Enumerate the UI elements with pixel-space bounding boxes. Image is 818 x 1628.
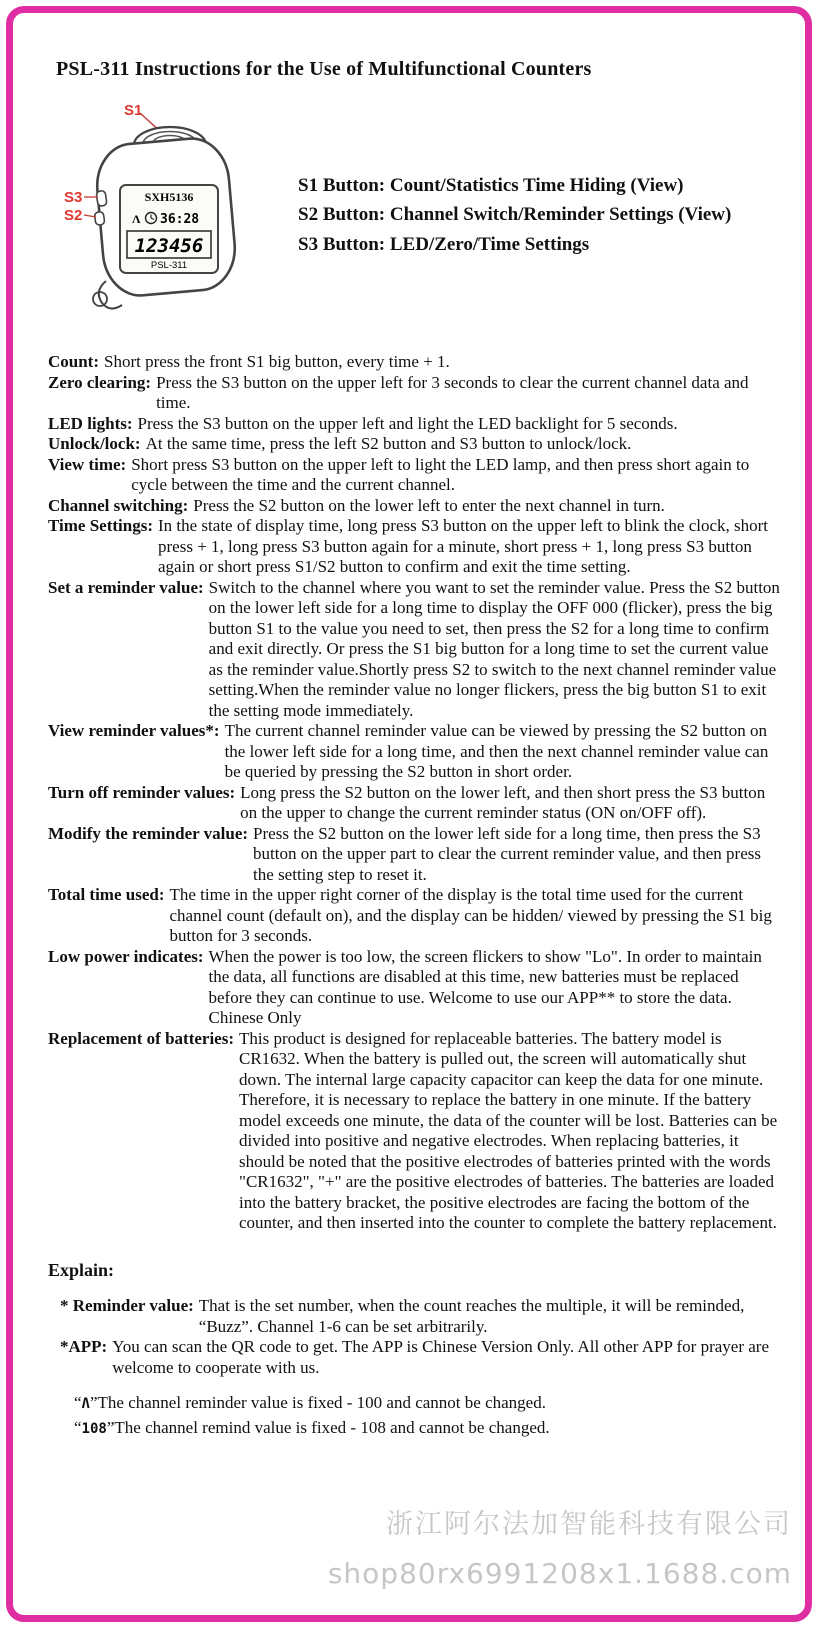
instruction-label: LED lights:: [48, 413, 133, 433]
instruction-time-settings: [48, 516, 782, 578]
instruction-text: Long press the S2 button on the lower left, and then short press the S3 button on the upper to change the current reminder status (ON on/OFF off).: [240, 782, 766, 822]
instruction-total-time-used: [48, 885, 782, 947]
instruction-label: View time:: [48, 454, 127, 474]
instruction-count: [48, 352, 782, 373]
instruction-modify-reminder: [48, 824, 782, 886]
explain-label: * Reminder value:: [60, 1296, 194, 1315]
instruction-text: At the same time, press the left S2 button and S3 button to unlock/lock.: [145, 434, 632, 453]
s1-description: [298, 171, 731, 200]
device-illustration: [48, 99, 280, 326]
s1-description-text: Count/Statistics Time Hiding (View): [385, 175, 684, 196]
instruction-led-lights: [48, 414, 782, 435]
s3-side-button: [96, 190, 107, 206]
seller-watermark: [328, 1502, 792, 1590]
segment-108-icon: 108: [81, 1421, 107, 1437]
explain-section: [48, 1260, 782, 1441]
instruction-label: Unlock/lock:: [48, 434, 141, 453]
instruction-view-time: [48, 455, 782, 496]
s3-label: S3: [64, 189, 83, 206]
brand-text: SXH5136: [144, 190, 194, 204]
note-channel-100: [74, 1392, 782, 1415]
s2-description-text: Channel Switch/Reminder Settings (View): [385, 204, 732, 226]
instruction-label: Replacement of batteries:: [48, 1028, 234, 1048]
instruction-set-reminder-value: [48, 578, 782, 722]
explain-label: *APP:: [60, 1337, 108, 1356]
instruction-label: Channel switching:: [48, 495, 189, 515]
watermark-company: 浙江阿尔法加智能科技有限公司: [386, 1509, 792, 1540]
instruction-text: Short press S3 button on the upper left to light the LED lamp, and then press short again to cycle between the time and the current channel.: [131, 454, 750, 494]
instruction-low-power: [48, 947, 782, 1029]
instruction-label: Total time used:: [48, 885, 165, 904]
instruction-text: Press the S2 button on the lower left to enter the next channel in turn.: [193, 495, 665, 515]
note-text: The channel remind value is fixed - 108 and cannot be changed.: [114, 1418, 550, 1437]
instruction-text: Short press the front S1 big button, every time + 1.: [104, 352, 450, 371]
watermark-shop-url: shop80rx6991208x1.1688.com: [327, 1557, 792, 1590]
total-time-text: 36:28: [160, 212, 200, 227]
note-channel-108: [74, 1417, 782, 1440]
figure-icon: Ʌ: [132, 212, 141, 226]
s2-label: S2: [64, 207, 83, 224]
s3-description-label: S3 Button:: [298, 233, 386, 255]
s3-description-text: LED/Zero/Time Settings: [385, 233, 590, 255]
instruction-turn-off-reminder: [48, 783, 782, 824]
count-digits: 123456: [134, 235, 204, 257]
note-text: The channel reminder value is fixed - 100 and cannot be changed.: [97, 1393, 546, 1412]
instruction-channel-switching: [48, 496, 782, 517]
instruction-replacement-batteries: [48, 1029, 782, 1234]
model-text: PSL-311: [150, 260, 188, 271]
s2-description-label: S2 Button:: [298, 204, 386, 226]
s1-description-label: S1 Button:: [298, 175, 386, 196]
instruction-text: The current channel reminder value can be viewed by pressing the S2 button on the lower left side for a long time, and then the next channel reminder value can be queried by pressing the S2 button in short order.: [224, 721, 769, 781]
quote-open: “: [74, 1418, 82, 1437]
explain-text: That is the set number, when the count reaches the multiple, it will be reminded, “Buzz”. Channel 1-6 can be set arbitrarily.: [198, 1296, 745, 1336]
instruction-text: Switch to the channel where you want to set the reminder value. Press the S2 button on the lower left side for a long time to display the OFF 000 (flicker), press the big button S1 to the value you need to set, then press the S2 for a long time to confirm and exit directly. Or press the S1 big button for a long time to set the current value as the reminder value.Shortly press S2 to switch to the next channel reminder value setting.When the reminder value no longer flickers, press the big button S1 to exit the setting mode immediately.: [208, 577, 780, 720]
instruction-text: Press the S2 button on the lower left side for a long time, then press the S3 button on the upper part to clear the current reminder value, and then press the setting step to reset it.: [253, 823, 761, 884]
s2-description: [298, 200, 731, 229]
instruction-view-reminder-values: [48, 721, 782, 783]
instructions-list: [48, 352, 782, 1234]
quote-close: ”: [106, 1418, 115, 1437]
instruction-label: Low power indicates:: [48, 946, 204, 966]
instruction-text: In the state of display time, long press S3 button on the upper left to blink the clock, short press + 1, long press S3 button again for a minute, short press + 1, long press S3 button again or short press S1/S2 button to confirm and exit the time setting.: [158, 516, 769, 576]
s1-label: S1: [124, 102, 143, 119]
channel-notes: [74, 1392, 782, 1440]
explain-text: You can scan the QR code to get. The APP is Chinese Version Only. All other APP for prayer are welcome to cooperate with us.: [112, 1337, 770, 1377]
prayer-figure-icon: Ʌ: [81, 1396, 90, 1412]
s3-description: [298, 230, 731, 259]
instruction-label: View reminder values*:: [48, 721, 220, 740]
instruction-label: Zero clearing:: [48, 372, 152, 392]
device-section: [48, 99, 782, 326]
instruction-label: Time Settings:: [48, 516, 153, 535]
instruction-text: This product is designed for replaceable batteries. The battery model is CR1632. When the battery is pulled out, the screen will automatically shut down. The internal large capacity capacitor can keep the data for one minute. Therefore, it is necessary to replace the battery in one minute. If the battery model exceeds one minute, the data of the counter will be lost. Batteries can be divided into positive and negative electrodes. When replacing batteries, it should be noted that the positive electrodes of batteries printed with the words "CR1632", "+" are the positive electrodes of batteries. The batteries are loaded into the battery bracket, the positive electrodes are facing the bottom of the counter, and then inserted into the counter to complete the battery replacement.: [239, 1028, 778, 1232]
instruction-unlock-lock: [48, 434, 782, 455]
explain-reminder-value: [60, 1296, 782, 1337]
quote-close: ”: [89, 1393, 98, 1412]
button-descriptions: [298, 171, 731, 326]
instruction-label: Turn off reminder values:: [48, 782, 236, 802]
page-title: PSL-311 Instructions for the Use of Multifunctional Counters: [56, 58, 592, 80]
instruction-text: The time in the upper right corner of the display is the total time used for the current channel count (default on), and the display can be hidden/ viewed by pressing the S1 big button for 3 seconds.: [169, 885, 772, 945]
instruction-text: Press the S3 button on the upper left for 3 seconds to clear the current channel data and time.: [156, 372, 749, 412]
instruction-label: Set a reminder value:: [48, 577, 204, 597]
instruction-text: Press the S3 button on the upper left and light the LED backlight for 5 seconds.: [137, 413, 678, 433]
instruction-label: Modify the reminder value:: [48, 823, 249, 843]
instruction-text: When the power is too low, the screen flickers to show "Lo". In order to maintain the data, all functions are disabled at this time, new batteries must be replaced before they can continue to use. Welcome to use our APP** to store the data. Chinese Only: [208, 946, 762, 1027]
s2-side-button: [94, 211, 105, 225]
instruction-label: Count:: [48, 352, 100, 371]
instruction-zero-clearing: [48, 373, 782, 414]
explain-app: [60, 1337, 782, 1378]
explain-heading: Explain:: [48, 1259, 115, 1280]
quote-open: “: [74, 1393, 82, 1412]
counter-device-drawing: [48, 99, 280, 321]
